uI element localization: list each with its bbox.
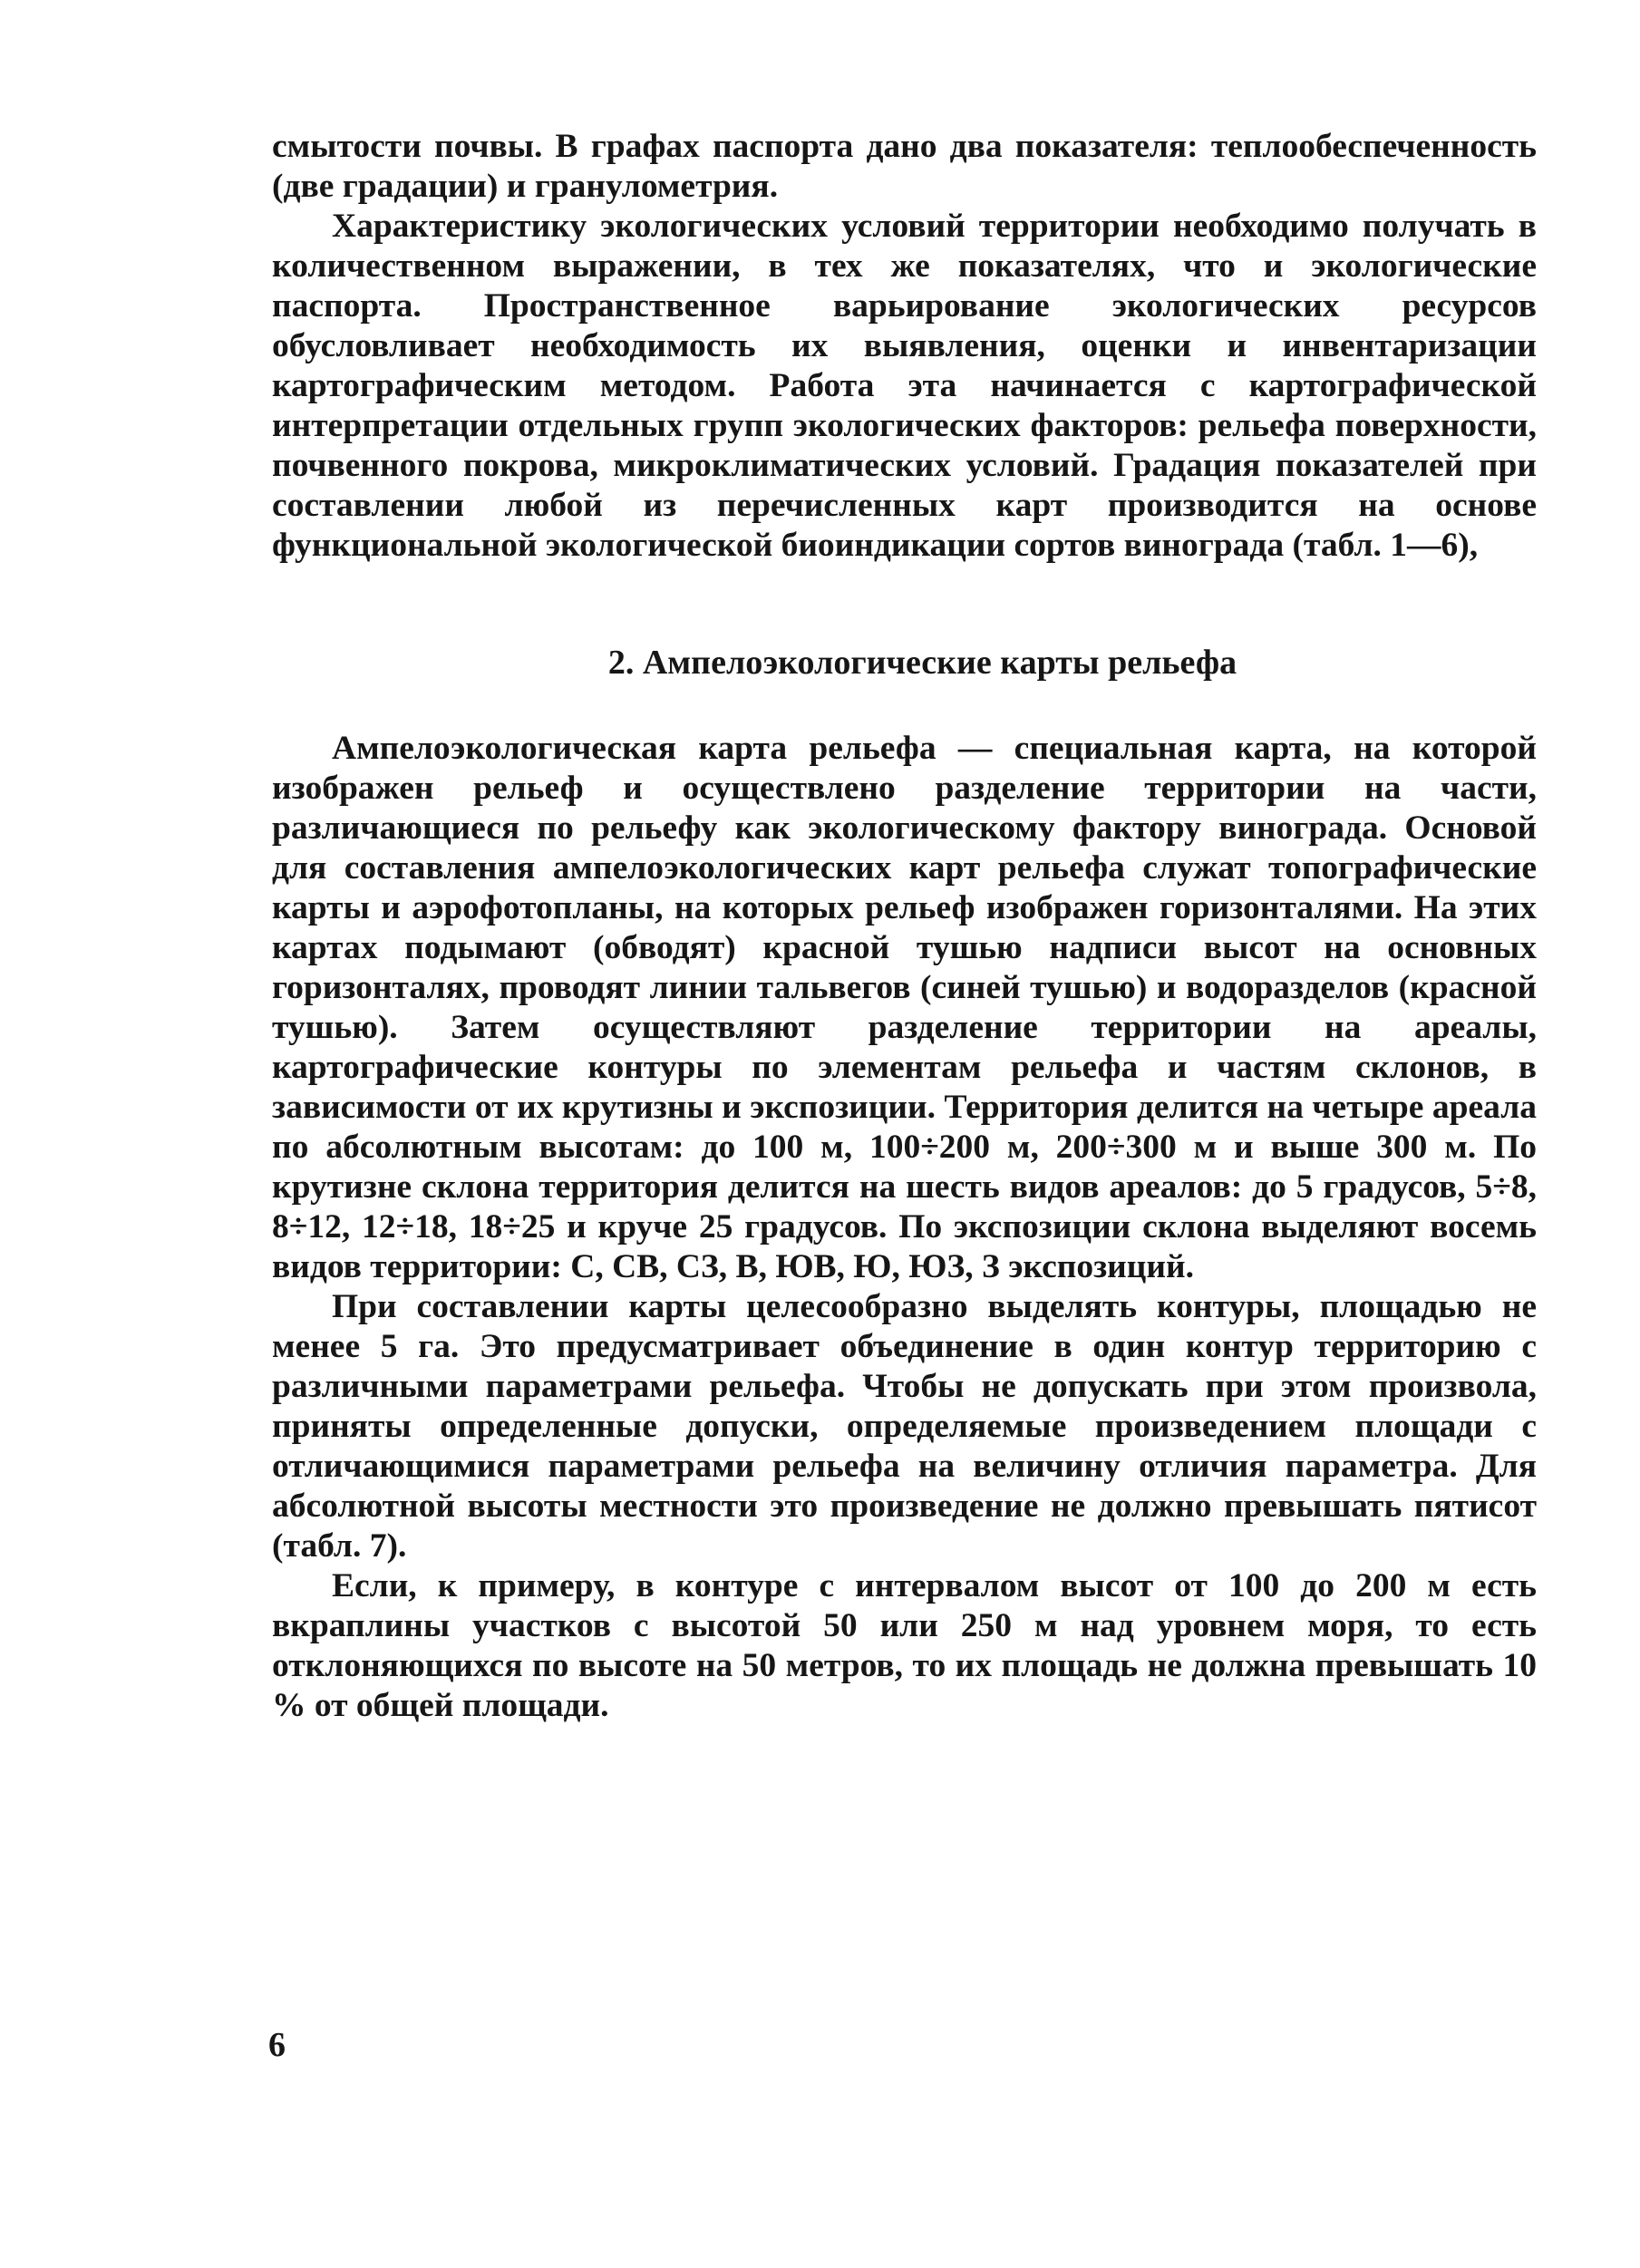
section-heading: 2. Ампелоэкологические карты рельефа	[607, 644, 1237, 682]
page-body	[272, 127, 1537, 1726]
paragraph-example: Если, к примеру, в контуре с интервалом высот от 100 до 200 м есть вкраплины участков с высотой 50 или 250 м над уровнем моря, то есть отклоняющихся по высоте на 50 метров, то их площадь не должна превышать 10 % от общей площади.	[272, 1567, 1537, 1724]
paragraph-relief-map-definition: Ампелоэкологическая карта рельефа — специальная карта, на которой изображен рельеф и осуществлено разделение территории на части, различающиеся по рельефу как экологическому фактору винограда. Основой для составления ампелоэкологических карт рельефа служат топографические карты и аэрофотопланы, на которых рельеф изображен горизонталями. На этих картах подымают (обводят) красной тушью надписи высот на основных горизонталях, проводят линии тальвегов (синей тушью) и водоразделов (красной тушью). Затем осуществляют разделение территории на ареалы, картографические контуры по элементам рельефа и частям склонов, в зависимости от их крутизны и экспозиции. Территория делится на четыре ареала по абсолютным высотам: до 100 м, 100÷200 м, 200÷300 м и выше 300 м. По крутизне склона территория делится на шесть видов ареалов: до 5 градусов, 5÷8, 8÷12, 12÷18, 18÷25 и круче 25 градусов. По экспозиции склона выделяют восемь видов территории: С, СВ, СЗ, В, ЮВ, Ю, ЮЗ, З экспозиций.	[272, 730, 1537, 1285]
paragraph-continuation: смытости почвы. В графах паспорта дано два показателя: теплообеспеченность (две градации) и гранулометрия.	[272, 128, 1537, 205]
paragraph-ecological-characteristics: Характеристику экологических условий территории необходимо получать в количественном выражении, в тех же показателях, что и экологические паспорта. Пространственное варьирование экологических ресурсов обусловливает необходимость их выявления, оценки и инвентаризации картографическим методом. Работа эта начинается с картографической интерпретации отдельных групп экологических факторов: рельефа поверхности, почвенного покрова, микроклиматических условий. Градация показателей при составлении любой из перечисленных карт производится на основе функциональной экологической биоиндикации сортов винограда (табл. 1—6),	[272, 208, 1537, 564]
paragraph-contour-selection: При составлении карты целесообразно выделять контуры, площадью не менее 5 га. Это предусматривает объединение в один контур территорию с различными параметрами рельефа. Чтобы не допускать при этом произвола, приняты определенные допуски, определяемые произведением площади с отличающимися параметрами рельефа на величину отличия параметра. Для абсолютной высоты местности это произведение не должно превышать пятисот (табл. 7).	[272, 1288, 1537, 1565]
page-number: 6	[268, 2026, 286, 2064]
